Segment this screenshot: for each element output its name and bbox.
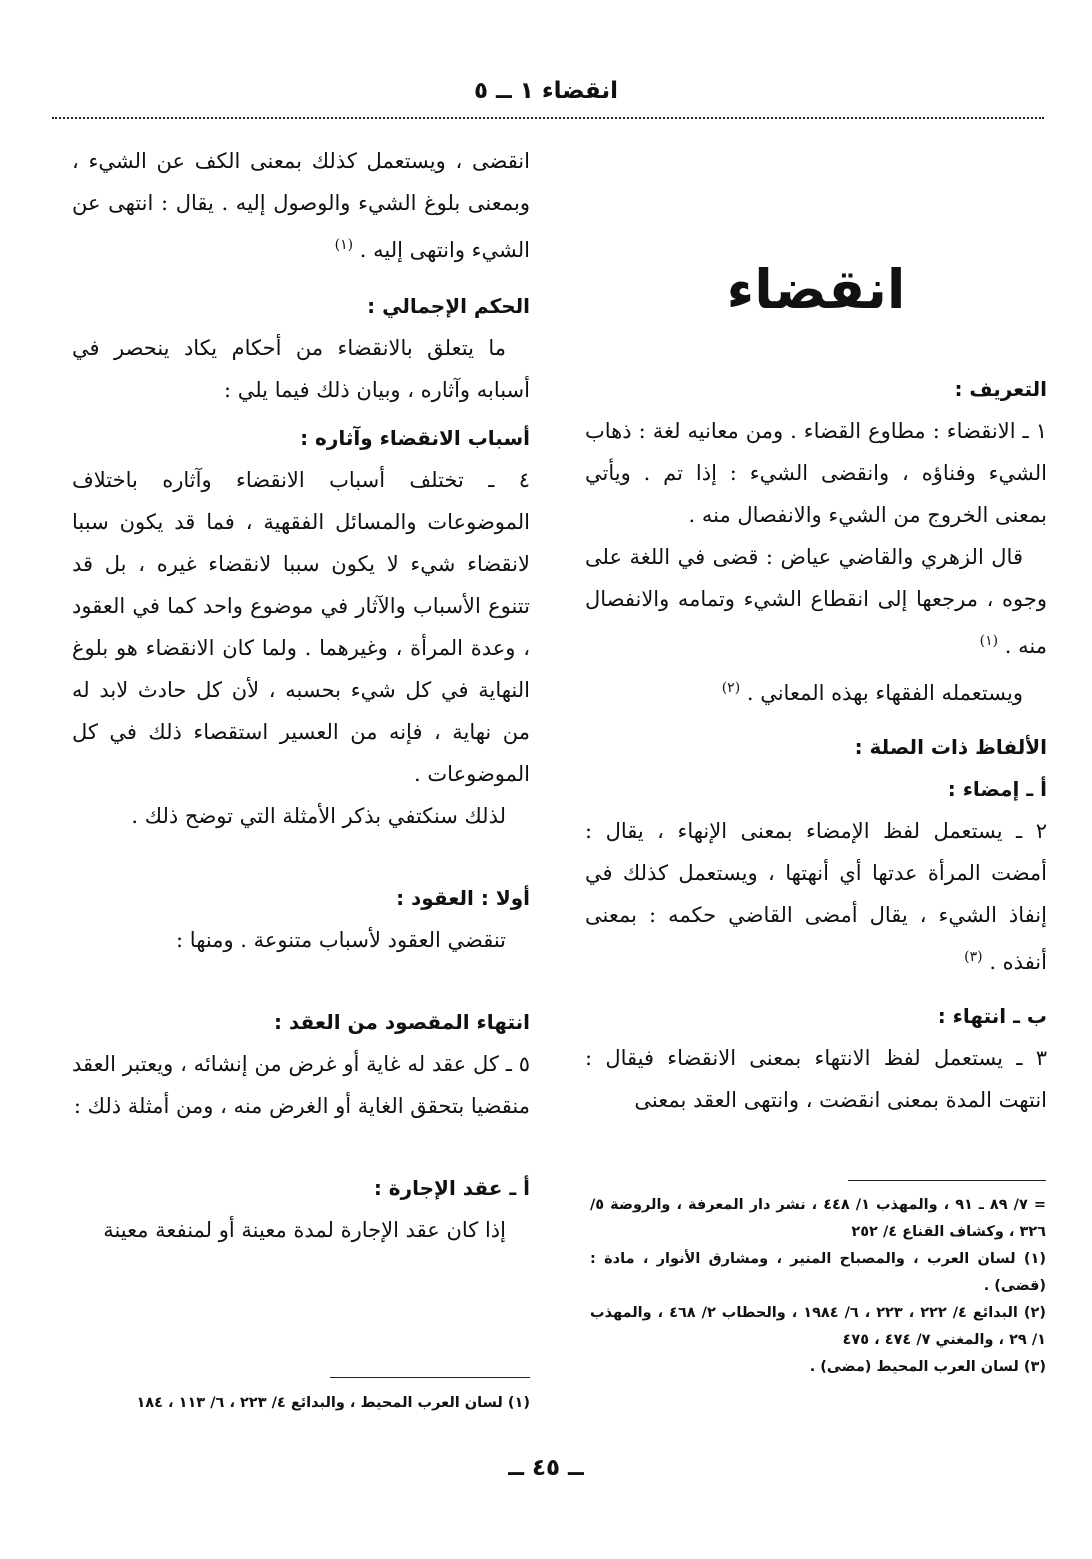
paragraph-fuqaha-text: ويستعمله الفقهاء بهذه المعاني . (746, 681, 1023, 705)
paragraph-zuhri-text: قال الزهري والقاضي عياض : قضى في اللغة على وجوه ، مرجعها إلى انقطاع الشيء وتمامه والانفصال منه . (585, 545, 1047, 658)
paragraph-intiha: ٣ ـ يستعمل لفظ الانتهاء بمعنى الانقضاء فيقال : انتهت المدة بمعنى انقضت ، وانتهى العقد بمعنى (585, 1046, 1047, 1112)
page-number: ــ ٤٥ ــ (508, 1455, 584, 1481)
paragraph-purpose: ٥ ـ كل عقد له غاية أو غرض من إنشائه ، ويعتبر العقد منقضيا بتحقق الغاية أو الغرض منه ، ومن أمثلة ذلك : (72, 1052, 530, 1118)
footnote-2: (٢) البدائع ٤/ ٢٢٢ ، ٢٢٣ ، ٦/ ١٩٨٤ ، والحطاب ٢/ ٤٦٨ ، والمهذب ١/ ٢٩ ، والمغني ٧/ ٤٧٤ ، ٤٧٥ (590, 1305, 1046, 1348)
footnote-continuation: = ٧/ ٨٩ ـ ٩١ ، والمهذب ١/ ٤٤٨ ، نشر دار المعرفة ، والروضة ٥/ ٣٢٦ ، وكشاف القناع ٤/ ٢٥٢ (590, 1197, 1046, 1240)
footnote-1: (١) لسان العرب المحيط ، والبدائع ٤/ ٢٢٣ ، ٦/ ١١٣ ، ١٨٤ (136, 1395, 530, 1411)
footnote-rule (848, 1180, 1046, 1181)
paragraph-contracts: تنقضي العقود لأسباب متنوعة . ومنها : (176, 928, 506, 952)
header-dotted-rule (52, 117, 1044, 119)
paragraph-examples: لذلك سنكتفي بذكر الأمثلة التي توضح ذلك . (131, 804, 506, 828)
paragraph-continuation (72, 140, 530, 271)
left-footnotes (72, 1390, 530, 1417)
paragraph-fuqaha (585, 667, 1047, 714)
related-terms-heading: الألفاظ ذات الصلة : (854, 735, 1047, 759)
contracts-heading: أولا : العقود : (396, 886, 530, 910)
paragraph-imda-text: ٢ ـ يستعمل لفظ الإمضاء بمعنى الإنهاء ، يقال : أمضت المرأة عدتها أي أنهتها ، ويستعمل كذلك في إنفاذ الشيء ، يقال أمضى القاضي حكمه : بمعنى أنفذه . (585, 819, 1047, 974)
footnote-ref: (٢) (721, 680, 741, 696)
paragraph-lease: إذا كان عقد الإجارة لمدة معينة أو لمنفعة معينة (103, 1218, 506, 1242)
footnote-3: (٣) لسان العرب المحيط (مضى) . (809, 1359, 1046, 1375)
right-column (585, 368, 1047, 1121)
footnote-rule (330, 1377, 530, 1378)
lease-heading: أ ـ عقد الإجارة : (373, 1176, 530, 1200)
right-footnotes (590, 1192, 1046, 1381)
paragraph-causes: ٤ ـ تختلف أسباب الانقضاء وآثاره باختلاف الموضوعات والمسائل الفقهية ، فما قد يكون سببا لانقضاء شيء لا يكون سببا لانقضاء غيره ، بل قد تتنوع الأسباب والآثار في موضوع واحد كما في العقود ، وعدة المرأة ، وغيرهما . ولما كان الانقضاء هو بلوغ النهاية في كل شيء بحسبه ، لأن كل حادث لابد له من نهاية ، فإنه من العسير استقصاء ذلك في كل الموضوعات . (72, 468, 530, 786)
paragraph-imda (585, 810, 1047, 983)
ruling-heading: الحكم الإجمالي : (367, 294, 530, 318)
subheading-intiha: ب ـ انتهاء : (937, 1004, 1047, 1028)
footnote-1: (١) لسان العرب ، والمصباح المنير ، ومشارق الأنوار ، مادة : (قضى) . (590, 1251, 1046, 1294)
running-title: انقضاء ١ ــ ٥ (474, 78, 618, 104)
footnote-ref: (١) (979, 633, 999, 649)
paragraph-continuation-text: انقضى ، ويستعمل كذلك بمعنى الكف عن الشيء ، وبمعنى بلوغ الشيء والوصول إليه . يقال : انتهى عن الشيء وانتهى إليه . (72, 149, 530, 262)
entry-title: انقضاء (726, 258, 906, 321)
paragraph-ruling: ما يتعلق بالانقضاء من أحكام يكاد ينحصر في أسبابه وآثاره ، وبيان ذلك فيما يلي : (72, 336, 530, 402)
subheading-imda: أ ـ إمضاء : (947, 777, 1047, 801)
footnote-ref: (١) (334, 237, 354, 253)
left-column (72, 140, 530, 1251)
definition-heading: التعريف : (954, 377, 1047, 401)
purpose-heading: انتهاء المقصود من العقد : (274, 1010, 530, 1034)
causes-heading: أسباب الانقضاء وآثاره : (300, 426, 530, 450)
paragraph-definition: ١ ـ الانقضاء : مطاوع القضاء . ومن معانيه لغة : ذهاب الشيء وفناؤه ، وانقضى الشيء : إذا تم . ويأتي بمعنى الخروج من الشيء والانفصال منه . (585, 419, 1047, 527)
footnote-ref: (٣) (964, 949, 983, 965)
paragraph-zuhri (585, 536, 1047, 667)
